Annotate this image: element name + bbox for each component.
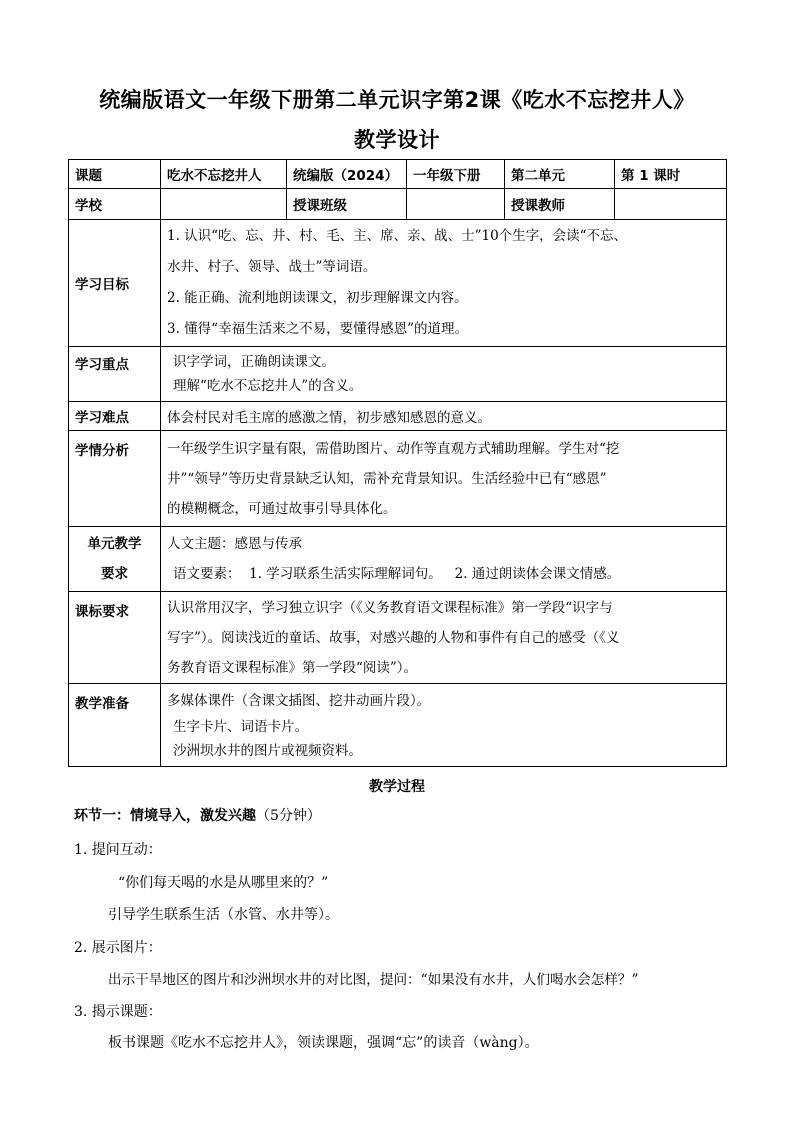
unit-label-line: 要求	[101, 566, 128, 582]
step-time: （5分钟）	[256, 808, 321, 824]
objective-line: 水井、村子、领导、战士”等词语。	[167, 259, 377, 275]
lesson-title-cell: 吃水不忘挖井人	[161, 160, 287, 189]
analysis-line: 井”“领导”等历史背景缺乏认知，需补充背景知识。生活经验中已有“感恩”	[167, 470, 607, 487]
prep-label: 教学准备	[69, 684, 161, 767]
lesson-plan-table	[68, 159, 727, 767]
unit-line: 人文主题：感恩与传承	[167, 536, 302, 552]
unit-label-line: 单元教学	[87, 536, 142, 552]
difficulty-content	[161, 402, 727, 431]
standard-line: 写字”）。阅读浅近的童话、故事，对感兴趣的人物和事件有自己的感受（《义	[167, 629, 620, 646]
process-title: 教学过程	[369, 779, 425, 795]
document-subtitle: 教学设计	[354, 128, 440, 152]
objective-line: 1. 认识“吃、忘、井、村、毛、主、席、亲、战、士”10个生字，会读“不忘、	[167, 228, 628, 244]
item-line: 板书课题《吃水不忘挖井人》，领读课题，强调“忘”的读音（wàng）。	[108, 1035, 539, 1051]
table-row-unit	[69, 527, 727, 592]
school-label: 学校	[69, 189, 161, 220]
unit-content	[161, 527, 727, 592]
objectives-content	[161, 220, 727, 347]
school-value	[161, 189, 287, 220]
prep-line: 生字卡片、词语卡片。	[173, 719, 308, 735]
table-row-standard	[69, 592, 727, 684]
key-points-content	[161, 347, 727, 402]
teacher-value	[615, 189, 727, 220]
difficulty-line: 体会村民对毛主席的感激之情，初步感知感恩的意义。	[167, 410, 491, 426]
class-label: 授课班级	[287, 189, 407, 220]
item-label: 2. 展示图片：	[74, 940, 162, 956]
analysis-content	[161, 431, 727, 527]
item-line: 引导学生联系生活（水管、水井等）。	[108, 907, 339, 923]
analysis-label: 学情分析	[69, 431, 161, 527]
objective-line: 3. 懂得“幸福生活来之不易，要懂得感恩”的道理。	[167, 321, 468, 337]
key-point-line: 识字学词，正确朗读课文。	[173, 354, 335, 370]
item-label: 3. 揭示课题：	[74, 1004, 162, 1020]
item-line: 出示干旱地区的图片和沙洲坝水井的对比图，提问：“如果没有水井，人们喝水会怎样？”	[108, 972, 639, 988]
table-row-objectives	[69, 220, 727, 347]
item-line: “你们每天喝的水是从哪里来的？”	[118, 875, 329, 891]
period-cell: 第 1 课时	[615, 160, 727, 189]
analysis-line: 一年级学生识字量有限，需借助图片、动作等直观方式辅助理解。学生对“挖	[167, 440, 620, 457]
analysis-line: 的模糊概念，可通过故事引导具体化。	[167, 500, 397, 517]
step-title: 环节一：情境导入，激发兴趣	[74, 808, 256, 824]
key-point-line: 理解“吃水不忘挖井人”的含义。	[173, 378, 363, 394]
standard-line: 务教育语文课程标准》第一学段“阅读”）。	[167, 659, 418, 676]
objectives-label: 学习目标	[69, 220, 161, 347]
prep-line: 多媒体课件（含课文插图、挖井动画片段）。	[167, 693, 431, 709]
table-row-key-points	[69, 347, 727, 402]
class-value	[407, 189, 505, 220]
unit-cell: 第二单元	[505, 160, 615, 189]
standard-content	[161, 592, 727, 684]
document-title: 统编版语文一年级下册第二单元识字第2课《吃水不忘挖井人》	[99, 88, 695, 112]
item-label: 1. 提问互动：	[74, 842, 162, 858]
table-row-school	[69, 189, 727, 220]
lesson-label: 课题	[69, 160, 161, 189]
table-row-analysis	[69, 431, 727, 527]
edition-cell: 统编版（2024）	[287, 160, 407, 189]
table-row-prep	[69, 684, 727, 767]
table-row-difficulty	[69, 402, 727, 431]
difficulty-label: 学习难点	[69, 402, 161, 431]
unit-label	[69, 527, 161, 592]
teacher-label: 授课教师	[505, 189, 615, 220]
grade-cell: 一年级下册	[407, 160, 505, 189]
prep-line: 沙洲坝水井的图片或视频资料。	[173, 743, 362, 759]
prep-content	[161, 684, 727, 767]
step-heading	[74, 805, 321, 825]
standard-line: 认识常用汉字，学习独立识字（《义务教育语文课程标准》第一学段“识字与	[167, 599, 613, 616]
unit-line: 语文要素： 1. 学习联系生活实际理解词句。 2. 通过朗读体会课文情感。	[173, 566, 621, 582]
standard-label: 课标要求	[69, 592, 161, 684]
key-points-label: 学习重点	[69, 347, 161, 402]
objective-line: 2. 能正确、流利地朗读课文，初步理解课文内容。	[167, 290, 468, 306]
table-row-lesson	[69, 160, 727, 189]
